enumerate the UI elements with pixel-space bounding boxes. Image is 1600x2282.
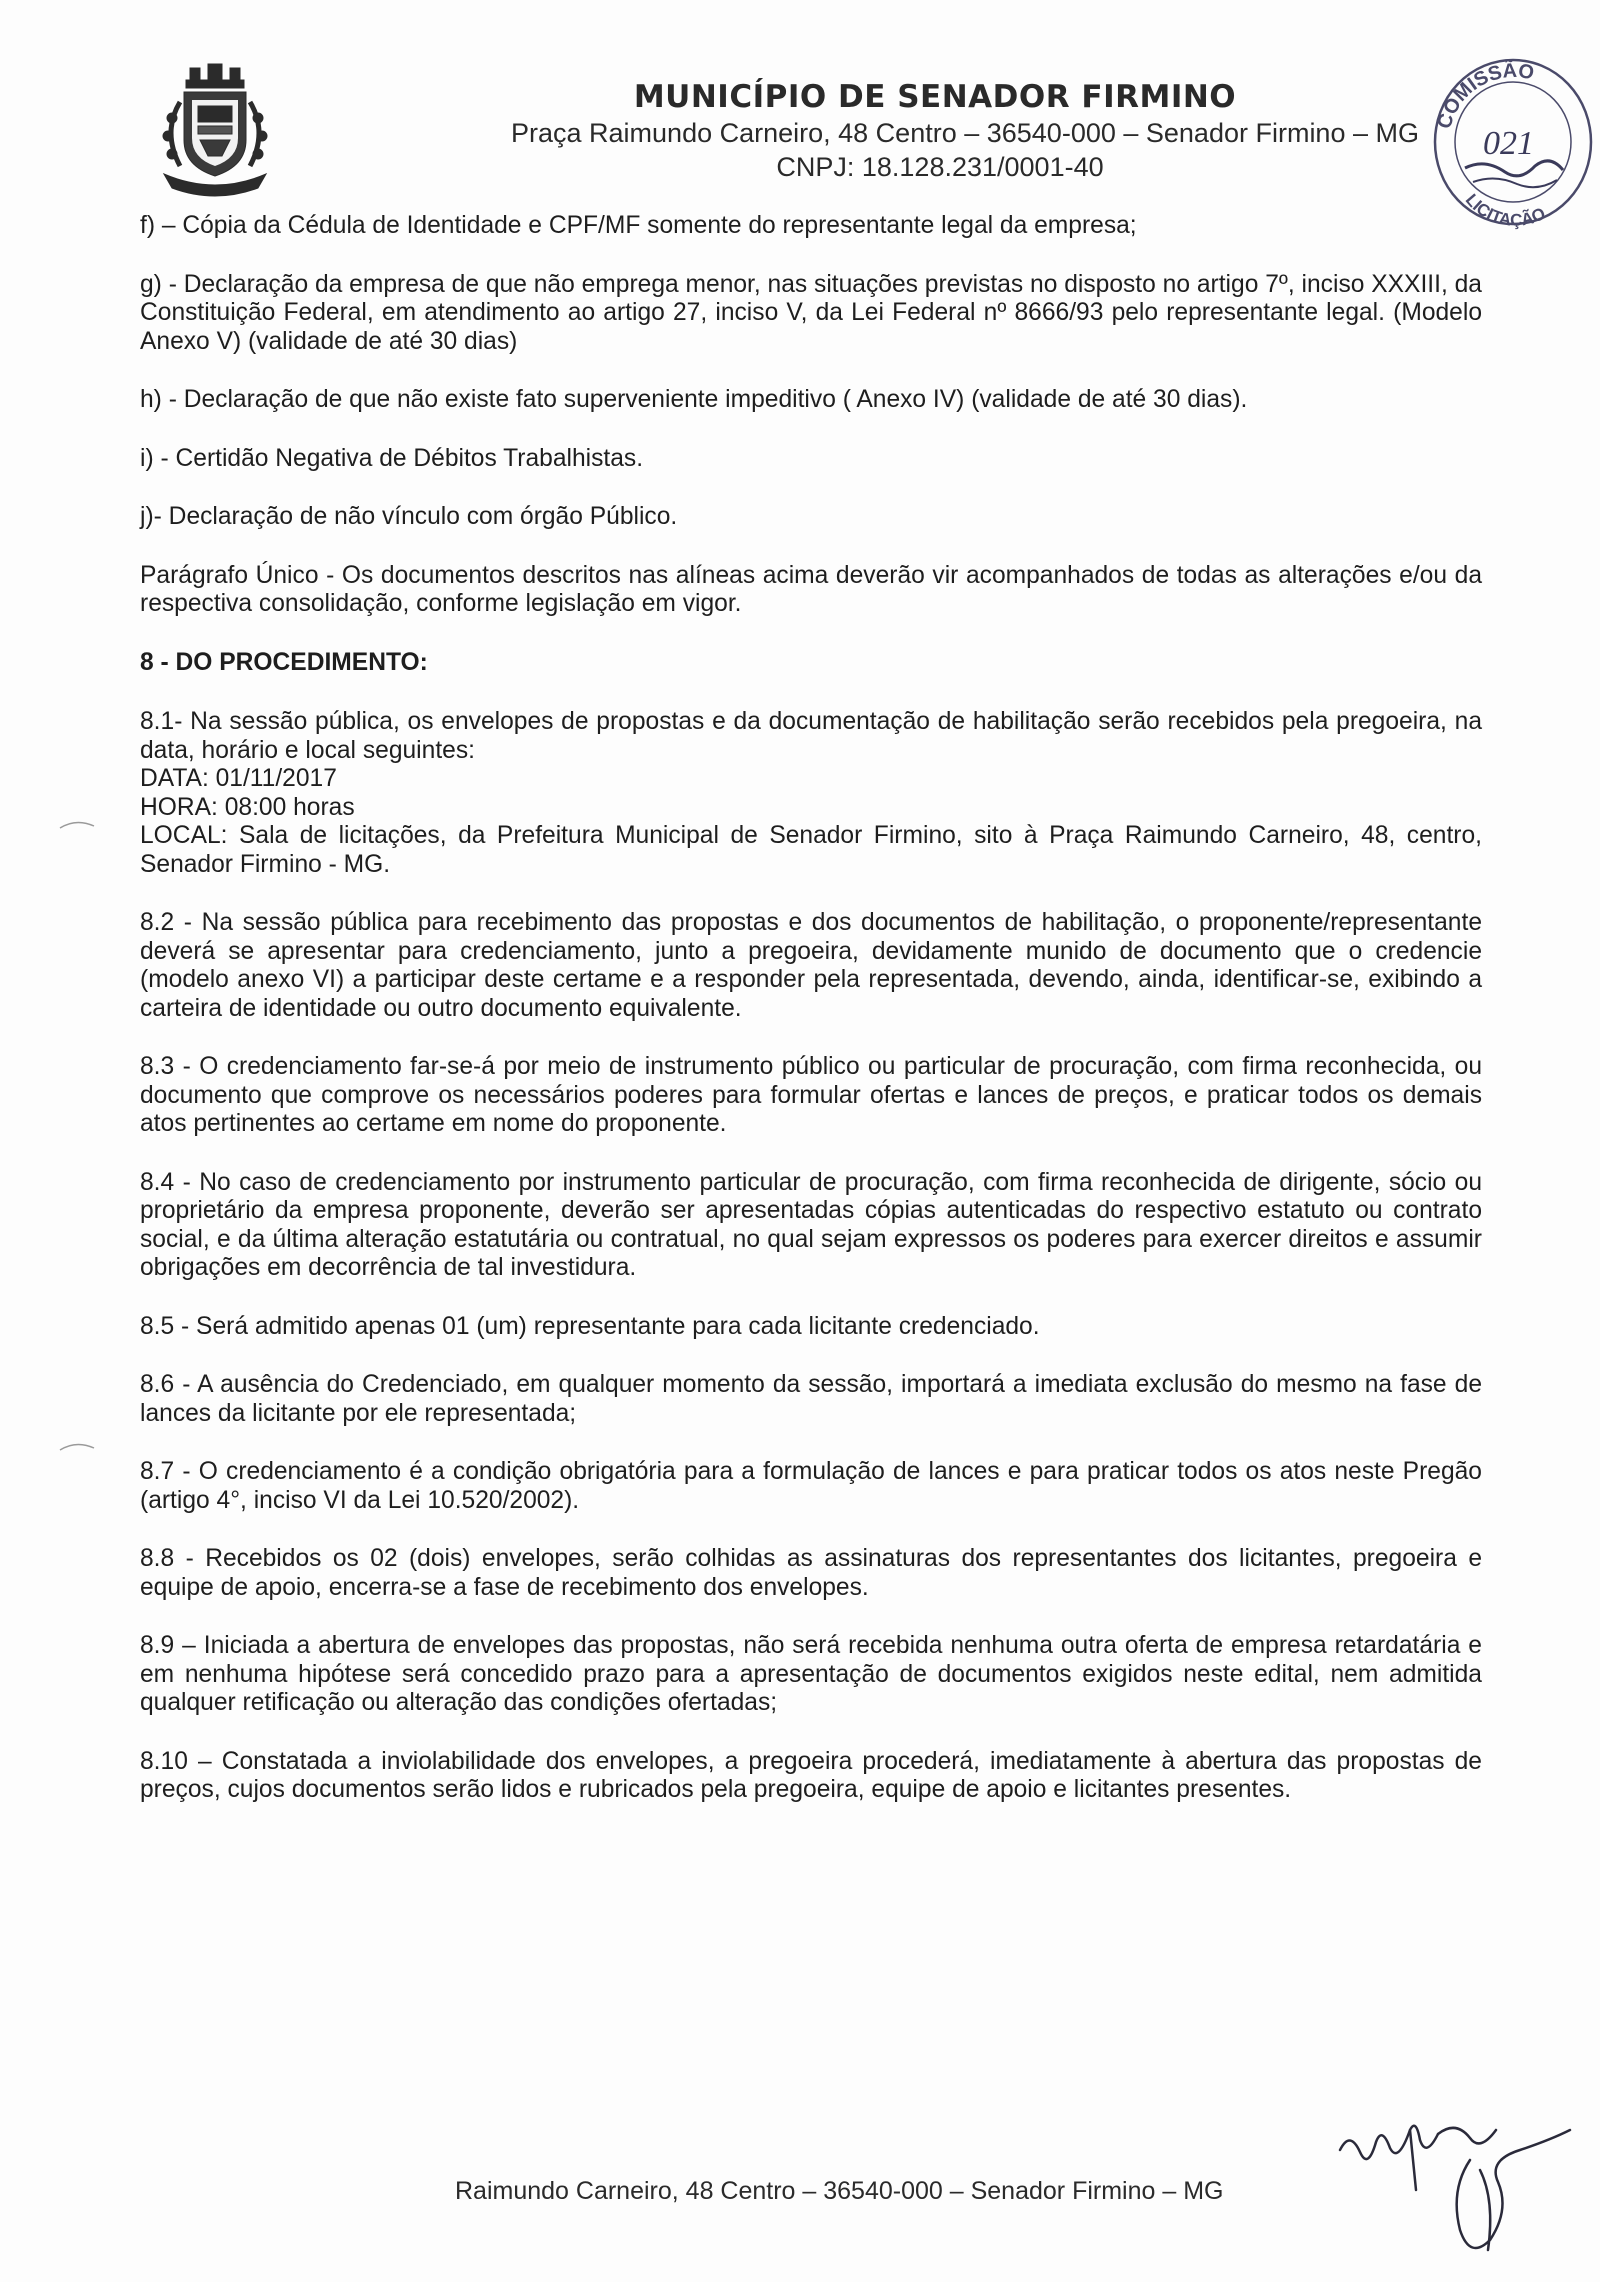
session-location: LOCAL: Sala de licitações, da Prefeitura Municipal de Senador Firmino, sito à Praça Raimundo Carneiro, 48, centro, Senador Firmino - MG. xyxy=(140,822,1482,878)
margin-mark-icon xyxy=(58,1440,98,1452)
clause-8-9: 8.9 – Iniciada a abertura de envelopes das propostas, não será recebida nenhuma outra oferta de empresa retardatária e em nenhuma hipótese será concedido prazo para a apresentação de documentos exigidos neste edital, nem admitida qualquer retificação ou alteração das condições ofertadas; xyxy=(140,1632,1482,1716)
session-date: DATA: 01/11/2017 xyxy=(140,765,337,792)
section-heading: 8 - DO PROCEDIMENTO: xyxy=(140,648,428,676)
letterhead xyxy=(380,78,1440,184)
document-body xyxy=(140,212,1482,1835)
clause-8-6: 8.6 - A ausência do Credenciado, em qualquer momento da sessão, importará a imediata exclusão do mesmo na fase de lances da licitante por ele representada; xyxy=(140,1371,1482,1427)
item-j: j)- Declaração de não vínculo com órgão Público. xyxy=(140,503,678,530)
margin-mark-icon xyxy=(58,818,98,830)
session-time: HORA: 08:00 horas xyxy=(140,793,355,821)
clause-8-4: 8.4 - No caso de credenciamento por instrumento particular de procuração, com firma reconhecida de dirigente, sócio ou proprietário da empresa proponente, deverão ser apresentadas cópias autenticadas do respectivo estatuto ou contrato social, e da última alteração estatutária ou contratual, no qual sejam expressos os poderes para exercer direitos e assumir obrigações em decorrência de tal investidura. xyxy=(140,1168,1482,1281)
footer-address: Raimundo Carneiro, 48 Centro – 36540-000 – Senador Firmino – MG xyxy=(455,2177,1224,2205)
clause-8-1-text: 8.1- Na sessão pública, os envelopes de propostas e da documentação de habilitação serão recebidos pela pregoeira, na data, horário e local seguintes: xyxy=(140,708,1482,764)
stamp-number: 021 xyxy=(1483,125,1534,162)
item-g: g) - Declaração da empresa de que não emprega menor, nas situações previstas no disposto no artigo 7º, inciso XXXIII, da Constituição Federal, em atendimento ao artigo 27, inciso V, da Lei Federal nº 8666/93 pelo representante legal. (Modelo Anexo V) (validade de até 30 dias) xyxy=(140,270,1482,355)
svg-text:COMISSÃO xyxy=(1433,59,1535,132)
stamp-top-text: COMISSÃO xyxy=(1433,59,1536,132)
organization-address: Praça Raimundo Carneiro, 48 Centro – 36540-000 – Senador Firmino – MG xyxy=(511,118,1419,148)
organization-cnpj: CNPJ: 18.128.231/0001-40 xyxy=(776,152,1104,182)
municipal-crest-icon xyxy=(150,62,280,202)
paragrafo-unico: Parágrafo Único - Os documentos descritos nas alíneas acima deverão vir acompanhados de todas as alterações e/ou da respectiva consolidação, conforme legislação em vigor. xyxy=(140,561,1482,617)
clause-8-7: 8.7 - O credenciamento é a condição obrigatória para a formulação de lances e para praticar todos os atos neste Pregão (artigo 4°, inciso VI da Lei 10.520/2002). xyxy=(140,1458,1482,1514)
organization-name: MUNICÍPIO DE SENADOR FIRMINO xyxy=(633,79,1237,115)
clause-8-10: 8.10 – Constatada a inviolabilidade dos envelopes, a pregoeira procederá, imediatamente à abertura das propostas de preços, cujos documentos serão lidos e rubricados pela pregoeira, equipe de apoio e licitantes presentes. xyxy=(140,1747,1482,1803)
clause-8-3: 8.3 - O credenciamento far-se-á por meio de instrumento público ou particular de procuração, com firma reconhecida, ou documento que comprove os necessários poderes para formular ofertas e lances de preços, e praticar todos os demais atos pertinentes ao certame em nome do proponente. xyxy=(140,1053,1482,1137)
commission-stamp-icon xyxy=(1425,50,1600,235)
clause-8-8: 8.8 - Recebidos os 02 (dois) envelopes, serão colhidas as assinaturas dos representantes dos licitantes, pregoeira e equipe de apoio, encerra-se a fase de recebimento dos envelopes. xyxy=(140,1545,1482,1601)
item-i: i) - Certidão Negativa de Débitos Trabalhistas. xyxy=(140,444,644,472)
item-f: f) – Cópia da Cédula de Identidade e CPF/MF somente do representante legal da empresa; xyxy=(140,212,1137,239)
clause-8-1 xyxy=(140,708,1482,879)
item-h: h) - Declaração de que não existe fato superveniente impeditivo ( Anexo IV) (validade de até 30 dias). xyxy=(140,386,1248,413)
handwritten-signature-icon xyxy=(1320,2090,1580,2270)
clause-8-5: 8.5 - Será admitido apenas 01 (um) representante para cada licitante credenciado. xyxy=(140,1312,1040,1340)
clause-8-2: 8.2 - Na sessão pública para recebimento das propostas e dos documentos de habilitação, o proponente/representante deverá se apresentar para credenciamento, junto a pregoeira, devidamente munido de documento que o credencie (modelo anexo VI) a participar deste certame e a responder pela representada, devendo, ainda, identificar-se, exibindo a carteira de identidade ou outro documento equivalente. xyxy=(140,909,1482,1022)
stamp-bottom-text: LICITAÇÃO xyxy=(1461,190,1549,230)
